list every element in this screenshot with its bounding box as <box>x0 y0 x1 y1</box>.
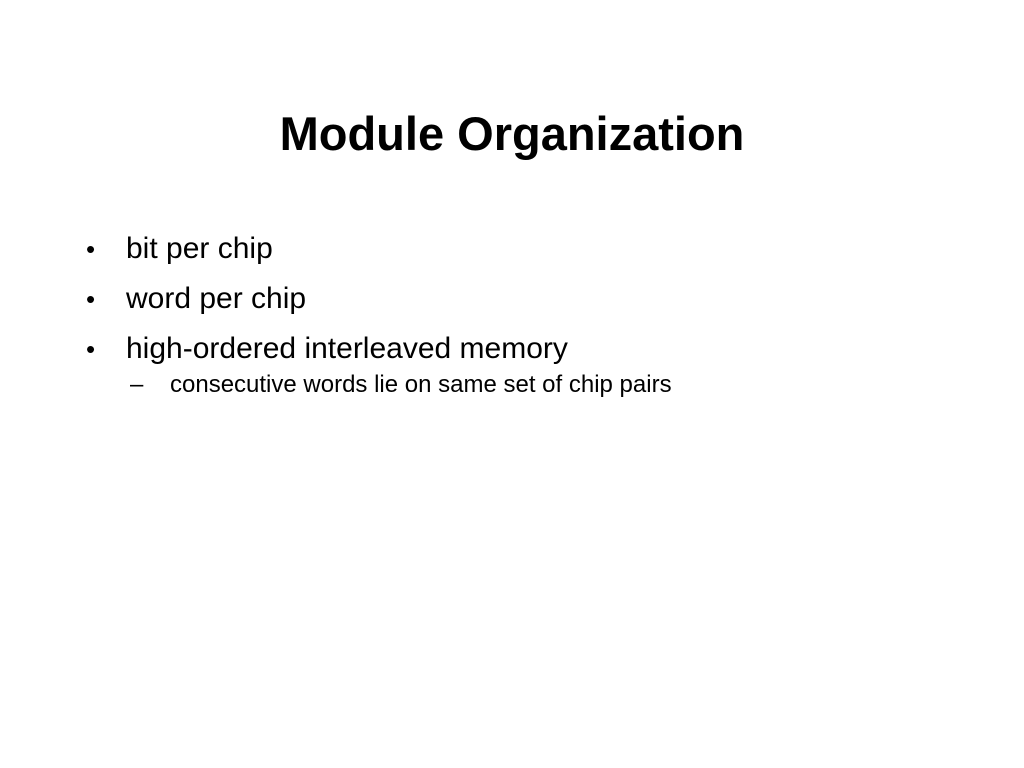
bullet-text: high-ordered interleaved memory <box>126 332 568 365</box>
bullet-item-word-per-chip <box>86 278 966 328</box>
bullet-marker: • <box>86 284 96 314</box>
slide-title: Module Organization <box>279 107 745 160</box>
bullet-text: word per chip <box>126 282 307 315</box>
bullet-item-interleaved-memory <box>86 328 966 378</box>
bullet-text: bit per chip <box>126 232 273 265</box>
bullet-marker: • <box>86 334 96 364</box>
bullet-item-bit-per-chip <box>86 228 966 278</box>
bullet-marker: • <box>86 234 96 264</box>
sub-bullet-marker: – <box>130 371 144 398</box>
bullet-list <box>86 228 966 401</box>
sub-bullet-text: consecutive words lie on same set of chip pairs <box>170 371 672 398</box>
